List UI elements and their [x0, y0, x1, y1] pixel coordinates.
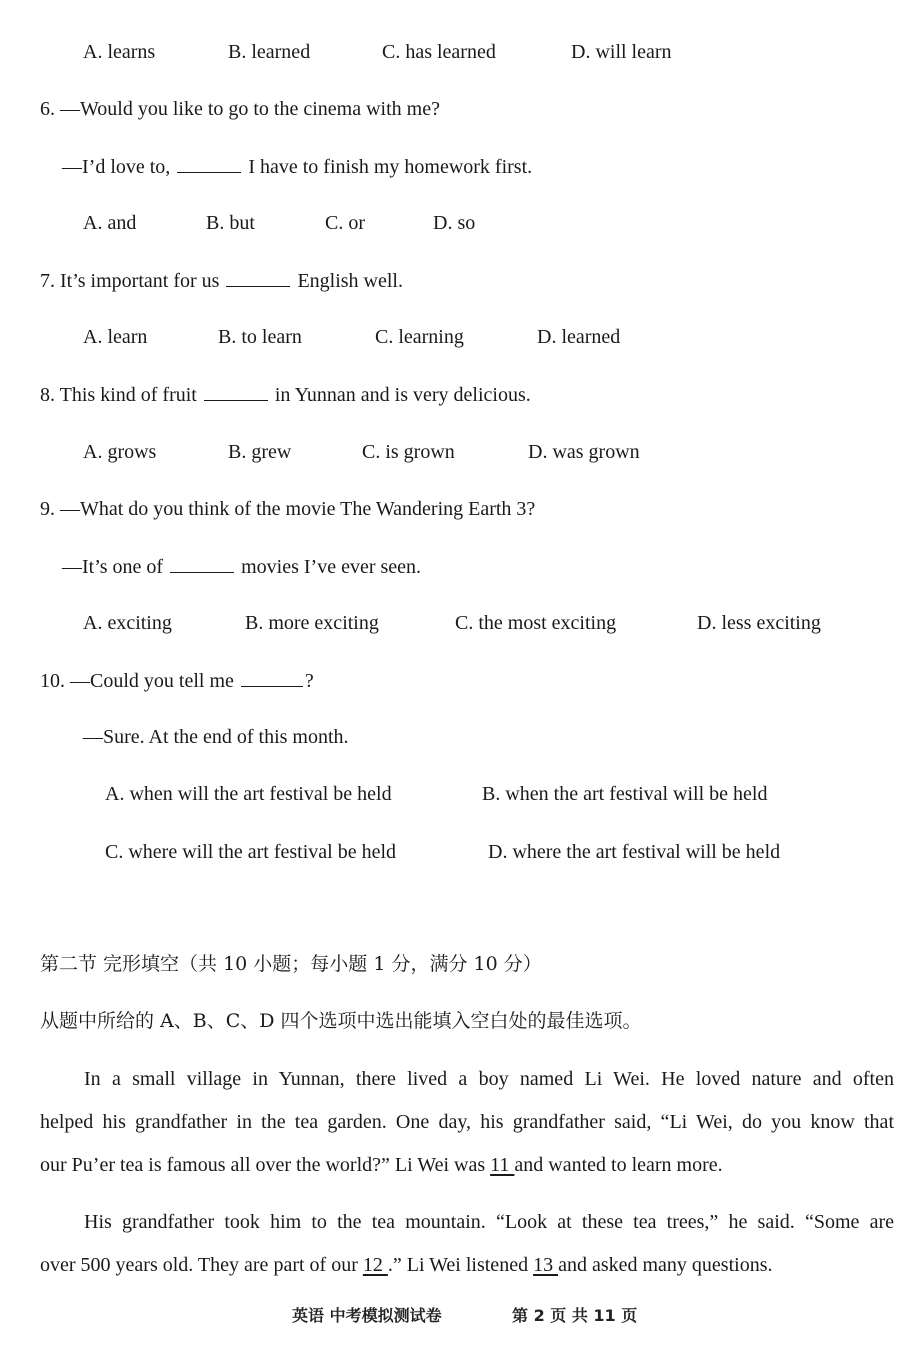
blank-13: 13 [533, 1254, 559, 1276]
passage-line [40, 1244, 894, 1287]
passage-line [40, 1144, 894, 1187]
q9-option-a: A. exciting [83, 612, 172, 634]
q5-option-d: D. will learn [571, 41, 672, 63]
q6-reply [62, 154, 532, 179]
q7-stem [40, 268, 403, 293]
passage-text: and asked many questions. [558, 1254, 773, 1276]
footer-page-number: 第 2 页 共 11 页 [512, 1306, 638, 1325]
q8-stem-after: in Yunnan and is very delicious. [274, 384, 531, 406]
q9-stem: 9. —What do you think of the movie The Wandering Earth 3? [40, 498, 536, 520]
q6-reply-after: I have to finish my homework first. [248, 156, 533, 178]
q6-option-a: A. and [83, 212, 137, 234]
passage-text: .” Li Wei listened [387, 1254, 529, 1276]
q8-option-d: D. was grown [528, 441, 640, 463]
q6-option-d: D. so [433, 212, 476, 234]
q6-option-b: B. but [206, 212, 255, 234]
cloze-passage-paragraph-2 [40, 1201, 894, 1287]
q10-option-a: A. when will the art festival be held [105, 783, 392, 805]
q6-answer-blank [177, 154, 241, 173]
passage-line: helped his grandfather in the tea garden. One day, his grandfather said, “Li Wei, do you know that [40, 1111, 894, 1133]
q10-stem [40, 668, 314, 693]
q5-option-c: C. has learned [382, 41, 496, 63]
q10-stem-before: 10. —Could you tell me [40, 670, 234, 692]
passage-line: His grandfather took him to the tea mountain. “Look at these tea trees,” he said. “Some are [84, 1211, 894, 1233]
q7-option-d: D. learned [537, 326, 621, 348]
passage-text: over 500 years old. They are part of our [40, 1254, 358, 1276]
q5-option-b: B. learned [228, 41, 311, 63]
q7-option-c: C. learning [375, 326, 464, 348]
blank-11: 11 [490, 1154, 515, 1176]
section-2-instruction: 从题中所给的 A、B、C、D 四个选项中选出能填入空白处的最佳选项。 [40, 1010, 642, 1032]
q6-stem: 6. —Would you like to go to the cinema with me? [40, 98, 440, 120]
q7-stem-after: English well. [297, 270, 403, 292]
q10-reply: —Sure. At the end of this month. [83, 726, 349, 748]
section-2-heading: 第二节 完形填空（共 10 小题；每小题 1 分，满分 10 分） [40, 953, 542, 975]
q7-option-b: B. to learn [218, 326, 302, 348]
q9-option-d: D. less exciting [697, 612, 821, 634]
q10-answer-blank [241, 668, 303, 687]
passage-text: and wanted to learn more. [514, 1154, 723, 1176]
q9-answer-blank [170, 554, 234, 573]
q9-option-c: C. the most exciting [455, 612, 617, 634]
cloze-passage-paragraph-1 [40, 1058, 894, 1187]
q8-option-b: B. grew [228, 441, 292, 463]
blank-12: 12 [362, 1254, 388, 1276]
q7-answer-blank [226, 268, 290, 287]
q10-option-b: B. when the art festival will be held [482, 783, 768, 805]
q5-option-a: A. learns [83, 41, 156, 63]
passage-text: our Pu’er tea is famous all over the world?” Li Wei was [40, 1154, 486, 1176]
q10-stem-after: ? [304, 670, 314, 692]
q6-option-c: C. or [325, 212, 365, 234]
q9-reply-before: —It’s one of [62, 556, 164, 578]
q7-option-a: A. learn [83, 326, 148, 348]
q8-option-a: A. grows [83, 441, 157, 463]
q10-option-d: D. where the art festival will be held [488, 841, 781, 863]
q7-stem-before: 7. It’s important for us [40, 270, 220, 292]
q8-stem-before: 8. This kind of fruit [40, 384, 197, 406]
q8-answer-blank [204, 382, 268, 401]
q6-reply-before: —I’d love to, [62, 156, 171, 178]
q9-option-b: B. more exciting [245, 612, 379, 634]
q9-reply [62, 554, 421, 579]
q8-option-c: C. is grown [362, 441, 455, 463]
q9-reply-after: movies I’ve ever seen. [241, 556, 422, 578]
passage-line: In a small village in Yunnan, there lived a boy named Li Wei. He loved nature and often [84, 1068, 894, 1090]
footer-exam-title: 英语 中考模拟测试卷 [292, 1306, 442, 1325]
q8-stem [40, 382, 531, 407]
q10-option-c: C. where will the art festival be held [105, 841, 397, 863]
